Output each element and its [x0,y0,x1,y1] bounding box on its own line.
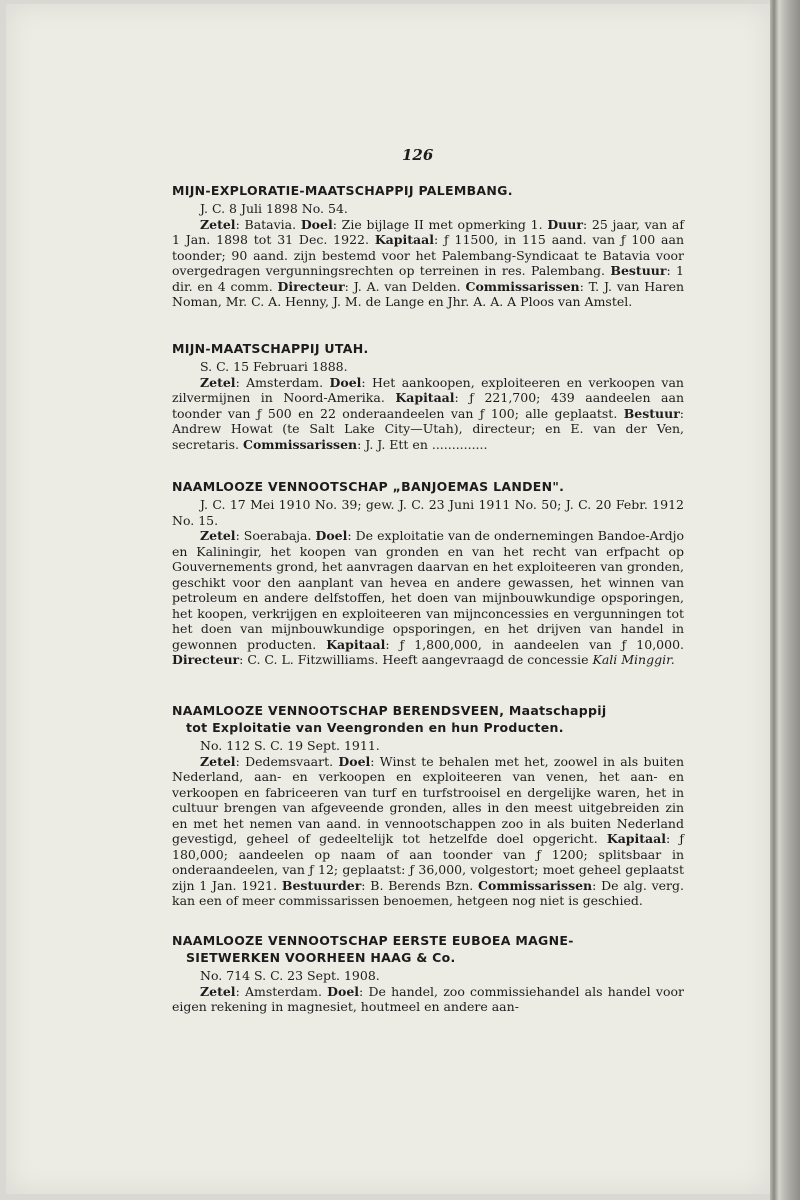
kapitaal-label: Kapitaal [606,831,667,846]
entry-euboea [172,932,684,1015]
entry-banjoemas [172,478,684,668]
entry-body [172,375,684,453]
commissarissen-label: Commissarissen [243,436,358,452]
entry-title-line1: NAAMLOOZE VENNOOTSCHAP EERSTE EUBOEA MAGNE- [172,933,574,948]
commissarissen-label: Commissarissen [478,877,593,893]
entry-utah [172,340,684,452]
entry-palembang [172,182,684,310]
entry-registration: J. C. 8 Juli 1898 No. 54. [200,201,348,216]
page-number: 126 [402,146,434,164]
kapitaal-text: : ƒ 180,000; aandeelen op naam of aan toonder van ƒ 1200; splitsbaar in onderaandeelen, van ƒ 12; geplaatst: ƒ 36,000, volgestort; moet geheel geplaatst zijn 1 Jan. 1921. [172,831,685,893]
doel-label: Doel [300,216,333,232]
entry-berendsveen [172,702,684,909]
zetel-label: Zetel [200,374,236,390]
doel-text: : Zie bijlage II met opmerking 1. [332,216,548,232]
commissarissen-text: : J. J. Ett en .............. [357,436,488,452]
kapitaal-label: Kapitaal [395,390,455,405]
doel-label: Doel [315,528,348,543]
concessie-name: Kali Minggir. [592,652,675,667]
commissarissen-label: Commissarissen [465,278,580,294]
doel-text: : Het aankoopen, exploiteeren en verkoopen van zilvermijnen in Noord-Amerika. [172,374,684,405]
duur-label: Duur [547,216,583,232]
entry-body [172,754,684,909]
commissarissen-text: : T. J. van Haren Noman, Mr. C. A. Henny, J. M. de Lange en Jhr. A. A. A Ploos van Amstel. [172,278,685,309]
bestuur-text: : 1 dir. en 4 comm. [172,263,684,294]
kapitaal-label: Kapitaal [374,232,434,247]
bestuurder-label: Bestuurder [281,877,362,893]
entry-body [172,217,684,310]
entry-registration: No. 714 S. C. 23 Sept. 1908. [200,968,380,983]
zetel-label: Zetel [200,753,236,769]
entry-body [172,528,684,668]
doel-label: Doel [338,753,371,769]
zetel-text: : Dedemsvaart. [235,753,339,769]
commissarissen-text: : De alg. verg. kan een of meer commissarissen benoemen, hetgeen nog niet is geschied. [172,877,684,908]
directeur-label: Directeur [172,652,240,667]
directeur-text: : C. C. L. Fitzwilliams. Heeft aangevraagd de concessie [239,652,593,667]
entry-title-line2: tot Exploitatie van Veengronden en hun Producten. [186,720,564,735]
entry-title: MIJN-EXPLORATIE-MAATSCHAPPIJ PALEMBANG. [172,183,513,198]
entry-registration: S. C. 15 Februari 1888. [200,359,348,374]
zetel-text: : Batavia. [235,216,301,232]
doel-text: : De exploitatie van de ondernemingen Bandoe-Ardjo en Kaliningir, het koopen van gronden en van het recht van erfpacht op Gouvernements grond, het aanvragen daarvan en het exploiteeren van gronden, geschikt voor den aanplant van hevea en andere gewassen, het winnen van petroleum en andere delfstoffen, het doen van mijnbouwkundige opsporingen, het koopen, verkrijgen en exploiteeren van mijnconcessies en vergunningen tot het doen van mijnbouwkundige opsporingen, en het drijven van handel in gewonnen producten. [172,528,684,652]
doel-text: : De handel, zoo commissiehandel als handel voor eigen rekening in magnesiet, houtmeel en andere aan- [172,983,684,1014]
doel-label: Doel [329,374,362,390]
kapitaal-text: : ƒ 221,700; 439 aandeelen aan toonder van ƒ 500 en 22 onderaandeelen van ƒ 100; alle geplaatst. [172,390,684,421]
entry-registration: J. C. 17 Mei 1910 No. 39; gew. J. C. 23 Juni 1911 No. 50; J. C. 20 Febr. 1912 No. 15. [172,497,684,528]
doel-label: Doel [327,983,360,999]
kapitaal-text: : ƒ 11500, in 115 aand. van ƒ 100 aan toonder; 90 aand. zijn bestemd voor het Palembang-Syndicaat te Batavia voor overgedragen vergunningsrechten op terreinen in res. Palembang. [172,232,684,278]
zetel-text: : Soerabaja. [235,528,316,543]
entry-title-line2: SIETWERKEN VOORHEEN HAAG & Co. [186,950,456,965]
bestuur-text: : Andrew Howat (te Salt Lake City—Utah), directeur; en E. van der Ven, secretaris. [172,405,684,452]
bestuur-label: Bestuur [610,263,667,278]
bestuurder-text: : B. Berends Bzn. [361,877,479,893]
entry-title-line1: NAAMLOOZE VENNOOTSCHAP BERENDSVEEN, Maatschappij [172,703,607,718]
entry-title: NAAMLOOZE VENNOOTSCHAP „BANJOEMAS LANDEN". [172,479,565,494]
zetel-label: Zetel [200,528,236,543]
duur-text: : 25 jaar, van af 1 Jan. 1898 tot 31 Dec. 1922. [172,216,684,247]
kapitaal-text: : ƒ 1,800,000, in aandeelen van ƒ 10,000. [385,636,684,652]
entry-title [172,702,684,736]
zetel-text: : Amsterdam. [235,374,330,390]
entry-title: MIJN-MAATSCHAPPIJ UTAH. [172,341,369,356]
directeur-text: : J. A. van Delden. [344,278,466,294]
bestuur-label: Bestuur [623,405,680,421]
doel-text: : Winst te behalen met het, zoowel in als buiten Nederland, aan- en verkoopen en exploiteeren van venen, het aan- en verkoopen en fabriceeren van turf en turfstrooisel en dergelijke waren, het in cultuur brengen van afgeveende gronden, alles in den meest uitgebreiden zin en met het nemen van aand. in vennootschappen zoo in als buiten Nederland gevestigd, geheel of gedeeltelijk tot hetzelfde doel opgericht. [172,753,684,846]
kapitaal-label: Kapitaal [326,636,386,652]
zetel-text: : Amsterdam. [235,983,328,999]
directeur-label: Directeur [277,278,345,294]
entry-title [172,932,684,966]
entry-body [172,984,684,1015]
entry-registration: No. 112 S. C. 19 Sept. 1911. [200,738,380,753]
zetel-label: Zetel [200,216,236,232]
zetel-label: Zetel [200,983,236,999]
book-binding [770,0,800,1200]
